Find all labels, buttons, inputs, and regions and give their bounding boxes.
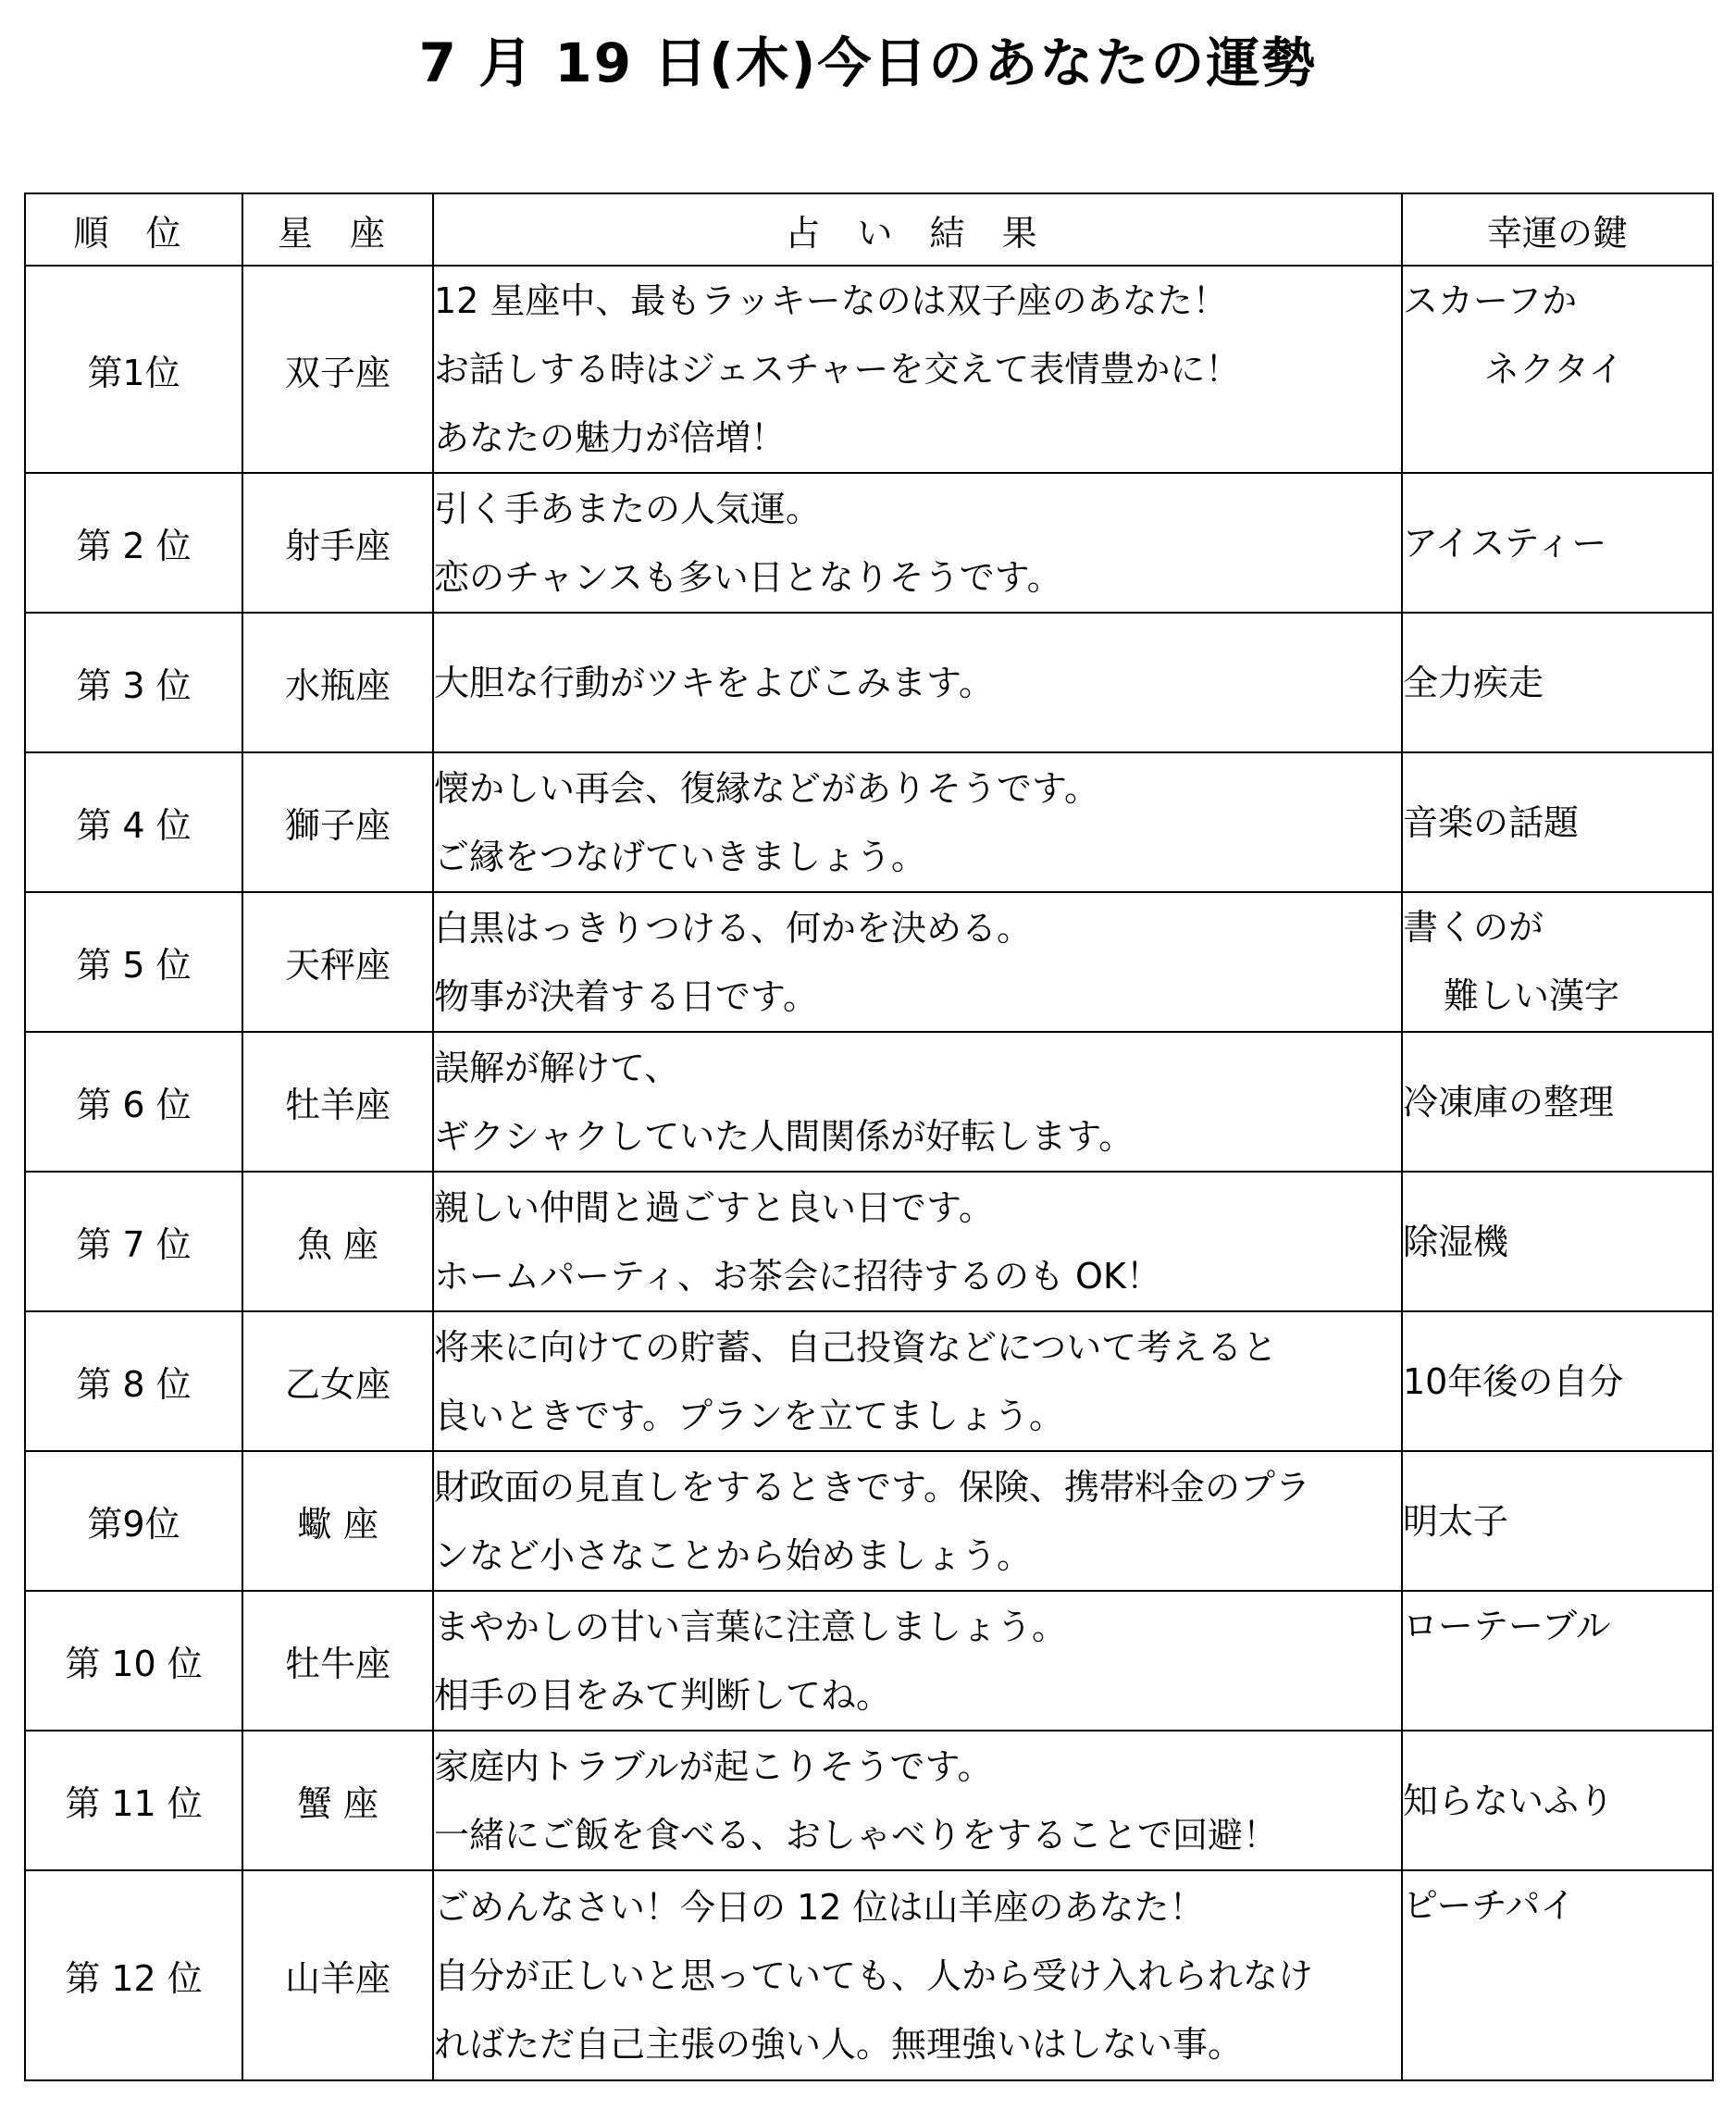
lucky-key-line: 明太子	[1403, 1500, 1509, 1542]
lucky-key-line: ピーチパイ	[1403, 1885, 1576, 1926]
result-line: ればただ自己主張の強い人。無理強いはしない事。	[434, 2023, 1244, 2065]
rank-cell: 第 11 位	[25, 1731, 242, 1870]
table-row	[25, 1311, 1713, 1451]
lucky-key-line: 知らないふり	[1403, 1780, 1615, 1821]
rank-cell: 第 7 位	[25, 1172, 242, 1311]
rank-cell: 第 5 位	[25, 892, 242, 1032]
table-header-row	[25, 193, 1713, 266]
rank-cell: 第 6 位	[25, 1032, 242, 1172]
lucky-key-cell	[1402, 613, 1713, 752]
rank-cell: 第 8 位	[25, 1311, 242, 1451]
result-line: あなたの魅力が倍増！	[434, 417, 787, 458]
sign-cell: 射手座	[242, 473, 433, 613]
sign-cell: 魚 座	[242, 1172, 433, 1311]
result-cell	[433, 892, 1402, 1032]
result-cell	[433, 752, 1402, 892]
header-lucky-key: 幸運の鍵	[1402, 193, 1713, 266]
sign-cell: 蟹 座	[242, 1731, 433, 1870]
table-row	[25, 1451, 1713, 1591]
table-row	[25, 752, 1713, 892]
result-line: 白黒はっきりつける、何かを決める。	[434, 907, 1033, 949]
header-sign: 星 座	[242, 193, 433, 266]
lucky-key-cell	[1402, 1591, 1713, 1731]
lucky-key-cell	[1402, 1451, 1713, 1591]
lucky-key-cell	[1402, 1311, 1713, 1451]
lucky-key-line: 除湿機	[1403, 1221, 1509, 1262]
result-cell	[433, 1870, 1402, 2080]
table-row	[25, 266, 1713, 473]
table-row	[25, 1172, 1713, 1311]
rank-cell: 第1位	[25, 266, 242, 473]
sign-cell: 双子座	[242, 266, 433, 473]
result-line: ご縁をつなげていきましょう。	[434, 836, 927, 877]
result-line: 物事が決着する日です。	[434, 975, 818, 1017]
lucky-key-line: ローテーブル	[1403, 1606, 1611, 1646]
lucky-key-cell	[1402, 473, 1713, 613]
sign-cell: 天秤座	[242, 892, 433, 1032]
lucky-key-line: アイスティー	[1403, 522, 1607, 564]
sign-cell: 蠍 座	[242, 1451, 433, 1591]
sign-cell: 牡牛座	[242, 1591, 433, 1731]
result-line: 親しい仲間と過ごすと良い日です。	[434, 1186, 994, 1228]
result-line: 大胆な行動がツキをよびこみます。	[434, 662, 994, 703]
lucky-key-cell	[1402, 1870, 1713, 2080]
lucky-key-cell	[1402, 266, 1713, 473]
result-line: 家庭内トラブルが起こりそうです。	[434, 1745, 993, 1787]
page-title: 7 月 19 日(木)今日のあなたの運勢	[418, 31, 1318, 94]
result-cell	[433, 473, 1402, 613]
rank-cell: 第 2 位	[25, 473, 242, 613]
lucky-key-line: 難しい漢字	[1444, 975, 1620, 1016]
table-row	[25, 1591, 1713, 1731]
table-row	[25, 892, 1713, 1032]
result-line: ごめんなさい！今日の 12 位は山羊座のあなた！	[434, 1886, 1205, 1928]
result-line: ンなど小さなことから始めましょう。	[434, 1534, 1033, 1576]
result-line: 一緒にご飯を食べる、おしゃべりをすることで回避！	[434, 1814, 1279, 1856]
lucky-key-line: 書くのが	[1403, 907, 1544, 948]
result-line: ホームパーティ、お茶会に招待するのも OK！	[434, 1255, 1161, 1297]
result-cell	[433, 266, 1402, 473]
lucky-key-line: 冷凍庫の整理	[1403, 1081, 1615, 1123]
rank-cell: 第9位	[25, 1451, 242, 1591]
table-row	[25, 1032, 1713, 1172]
lucky-key-cell	[1402, 1172, 1713, 1311]
sign-cell: 牡羊座	[242, 1032, 433, 1172]
sign-cell: 乙女座	[242, 1311, 433, 1451]
lucky-key-cell	[1402, 1032, 1713, 1172]
result-cell	[433, 1731, 1402, 1870]
result-cell	[433, 1032, 1402, 1172]
result-cell	[433, 1451, 1402, 1591]
result-cell	[433, 1311, 1402, 1451]
result-line: 良いときです。プランを立てましょう。	[434, 1395, 1064, 1436]
table-row	[25, 1731, 1713, 1870]
table-row	[25, 1870, 1713, 2080]
result-cell	[433, 1591, 1402, 1731]
lucky-key-cell	[1402, 1731, 1713, 1870]
result-line: 誤解が解けて、	[434, 1047, 680, 1088]
rank-cell: 第 3 位	[25, 613, 242, 752]
table-row	[25, 473, 1713, 613]
result-line: 12 星座中、最もラッキーなのは双子座のあなた！	[434, 280, 1228, 321]
sign-cell: 山羊座	[242, 1870, 433, 2080]
result-line: ギクシャクしていた人間関係が好転します。	[434, 1115, 1135, 1157]
lucky-key-cell	[1402, 752, 1713, 892]
result-line: 懐かしい再会、復縁などがありそうです。	[434, 767, 1099, 809]
result-line: 引く手あまたの人気運。	[434, 488, 822, 529]
result-line: まやかしの甘い言葉に注意しましょう。	[434, 1606, 1068, 1647]
result-line: お話しする時はジェスチャーを交えて表情豊かに！	[434, 349, 1241, 390]
result-line: 恋のチャンスも多い日となりそうです。	[434, 556, 1062, 598]
lucky-key-line: スカーフか	[1403, 280, 1578, 321]
lucky-key-cell	[1402, 892, 1713, 1032]
fortune-ranking-table	[24, 192, 1714, 2081]
lucky-key-line: 音楽の話題	[1403, 801, 1580, 843]
result-line: 財政面の見直しをするときです。保険、携帯料金のプラ	[434, 1466, 1310, 1508]
sign-cell: 水瓶座	[242, 613, 433, 752]
rank-cell: 第 12 位	[25, 1870, 242, 2080]
result-cell	[433, 613, 1402, 752]
result-cell	[433, 1172, 1402, 1311]
lucky-key-line: ネクタイ	[1484, 349, 1624, 390]
result-line: 将来に向けての貯蓄、自己投資などについて考えると	[434, 1326, 1278, 1368]
header-rank: 順 位	[25, 193, 242, 266]
sign-cell: 獅子座	[242, 752, 433, 892]
lucky-key-line: 10年後の自分	[1403, 1360, 1624, 1402]
table-row	[25, 613, 1713, 752]
result-line: 相手の目をみて判断してね。	[434, 1674, 892, 1716]
rank-cell: 第 4 位	[25, 752, 242, 892]
header-result: 占 い 結 果	[433, 193, 1402, 266]
lucky-key-line: 全力疾走	[1403, 662, 1544, 703]
rank-cell: 第 10 位	[25, 1591, 242, 1731]
result-line: 自分が正しいと思っていても、人から受け入れられなけ	[434, 1955, 1314, 1996]
